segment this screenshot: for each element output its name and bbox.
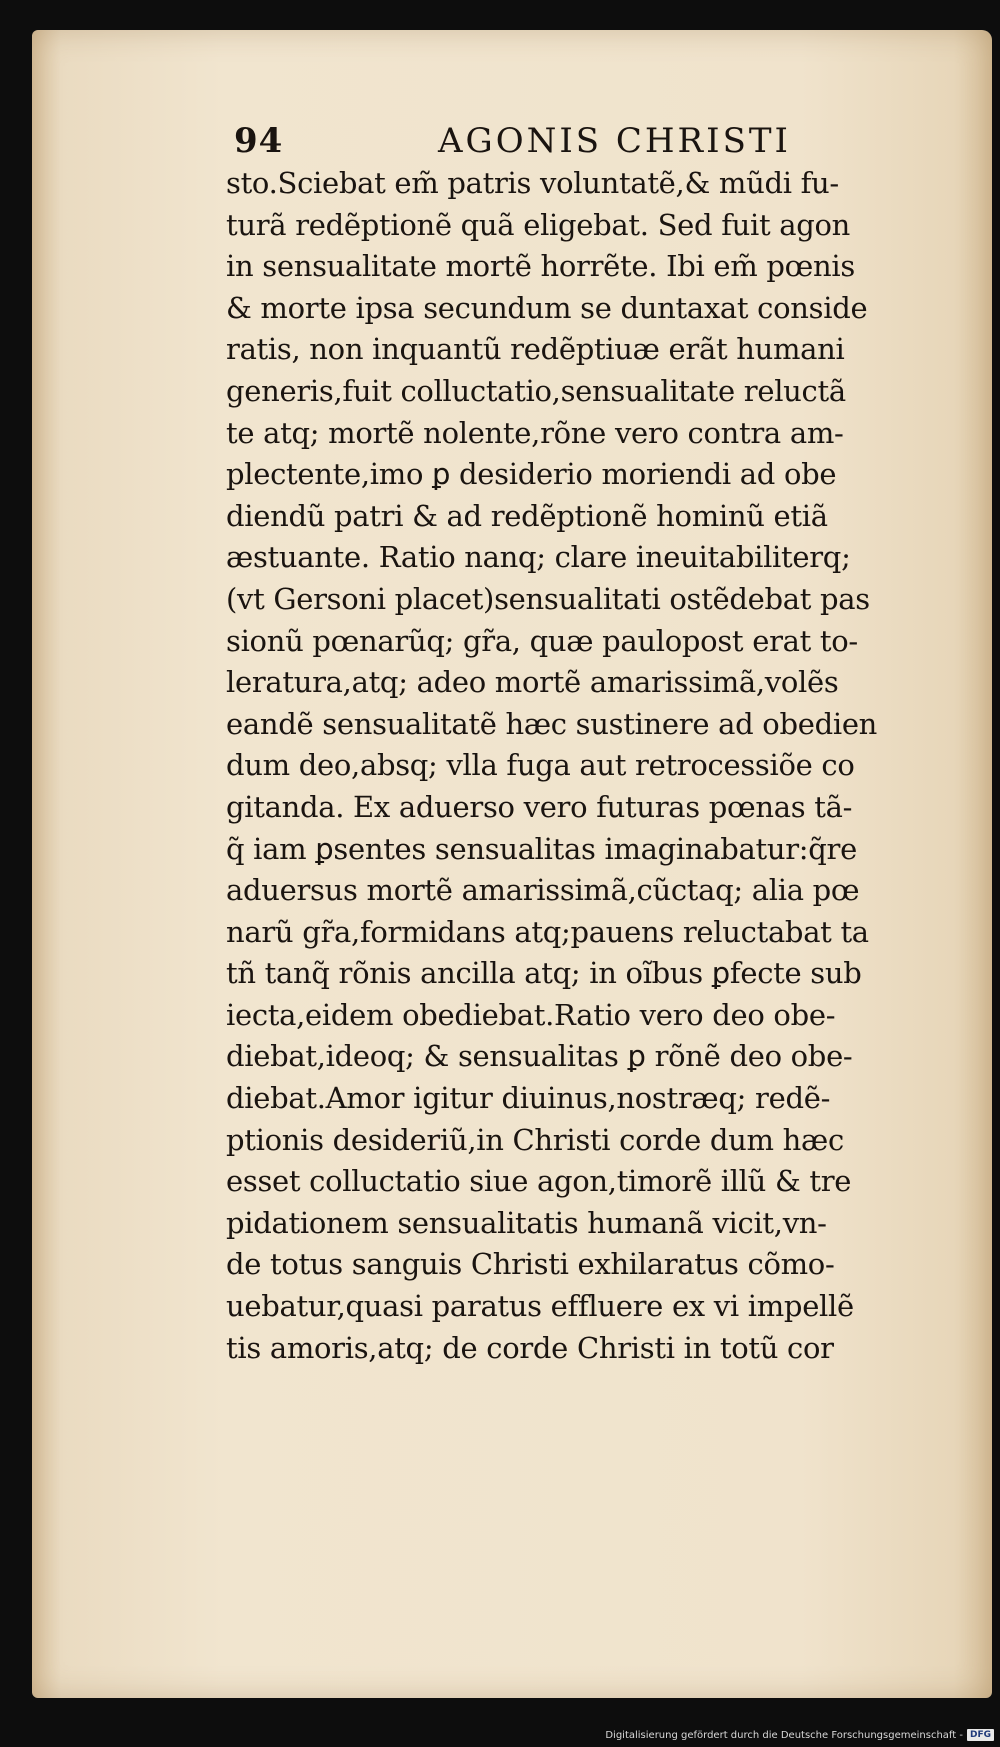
text-line: gitanda. Ex aduerso vero futuras pœnas tã- (226, 789, 853, 824)
page-header (226, 117, 926, 163)
text-line: narũ gr̃a,formidans atq;pauens reluctabat ta (226, 914, 869, 949)
text-line: diebat,ideoq; & sensualitas ꝑ rõnẽ deo obe- (226, 1039, 853, 1074)
body-text (226, 163, 926, 1369)
text-line: tis amoris,atq; de corde Christi in totũ cor (226, 1330, 834, 1365)
text-line: iecta,eidem obediebat.Ratio vero deo obe- (226, 997, 836, 1032)
text-line: æstuante. Ratio nanq; clare ineuitabiliterq; (226, 540, 851, 575)
credit-text: Digitalisierung gefördert durch die Deutsche Forschungsgemeinschaft - (605, 1729, 963, 1741)
page-number: 94 (234, 121, 284, 161)
text-block (226, 117, 926, 1369)
text-line: diebat.Amor igitur diuinus,nostræq; redẽ- (226, 1081, 831, 1116)
text-line: te atq; mortẽ nolente,rõne vero contra am- (226, 415, 844, 450)
text-line: uebatur,quasi paratus effluere ex vi impellẽ (226, 1289, 854, 1324)
text-line: leratura,atq; adeo mortẽ amarissimã,volẽs (226, 665, 839, 700)
text-line: turã redẽptionẽ quã eligebat. Sed fuit agon (226, 207, 851, 242)
text-line: sionũ pœnarũq; gr̃a, quæ paulopost erat to- (226, 623, 858, 658)
text-line: & morte ipsa secundum se duntaxat conside (226, 290, 868, 325)
text-line: diendũ patri & ad redẽptionẽ hominũ etiã (226, 498, 828, 533)
text-line: ratis, non inquantũ redẽptiuæ erãt humani (226, 332, 845, 367)
text-line: ptionis desideriũ,in Christi corde dum hæc (226, 1122, 844, 1157)
dfg-logo: DFG (967, 1729, 994, 1741)
running-head: AGONIS CHRISTI (438, 121, 791, 161)
text-line: aduersus mortẽ amarissimã,cũctaq; alia pœ (226, 873, 860, 908)
text-line: esset colluctatio siue agon,timorẽ illũ & tre (226, 1164, 852, 1199)
text-line: eandẽ sensualitatẽ hæc sustinere ad obedien (226, 706, 878, 741)
text-line: plectente,imo ꝑ desiderio moriendi ad obe (226, 457, 837, 492)
text-line: q̃ iam ꝑsentes sensualitas imaginabatur:q̃re (226, 831, 857, 866)
text-line: pidationem sensualitatis humanã vicit,vn- (226, 1205, 827, 1240)
text-line: sto.Sciebat em̃ patris voluntatẽ,& mũdi fu- (226, 166, 839, 200)
digitization-credit (605, 1729, 994, 1741)
text-line: dum deo,absq; vlla fuga aut retrocessiõe co (226, 748, 855, 783)
text-line: generis,fuit colluctatio,sensualitate reluctã (226, 373, 846, 408)
text-line: in sensualitate mortẽ horrẽte. Ibi em̃ pœnis (226, 249, 855, 284)
text-line: (vt Gersoni placet)sensualitati ostẽdebat pas (226, 581, 870, 616)
text-line: de totus sanguis Christi exhilaratus cõmo- (226, 1247, 835, 1282)
text-line: tñ tanq̃ rõnis ancilla atq; in oĩbus ꝑfecte sub (226, 956, 862, 991)
